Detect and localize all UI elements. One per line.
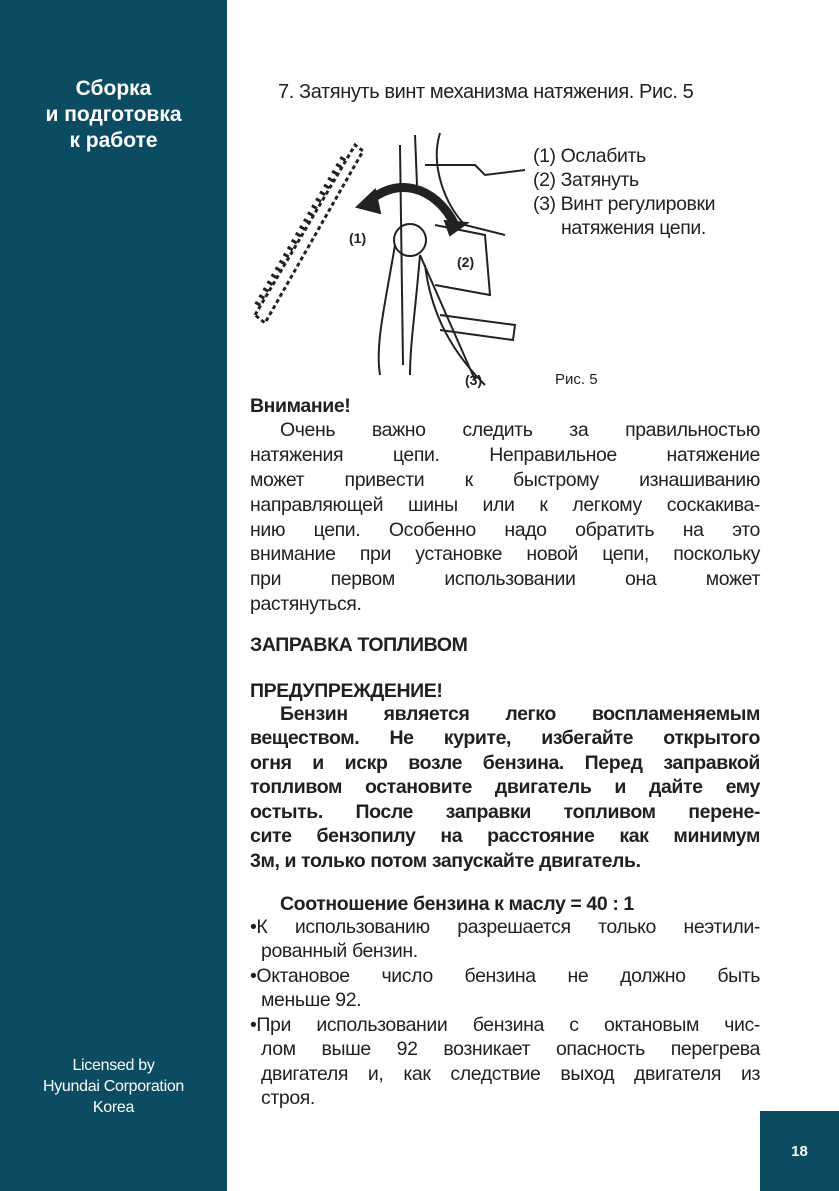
figure-caption: Рис. 5 [555, 371, 598, 388]
license-line: Licensed by [72, 1057, 155, 1074]
bullet-line: •Октановое число бензина не должно быть [250, 965, 760, 987]
warning-line: сите бензопилу на расстояние как минимум [250, 825, 760, 847]
warning-line: остыть. После заправки топливом перене- [250, 801, 760, 823]
fuel-heading: ЗАПРАВКА ТОПЛИВОМ [250, 634, 468, 656]
legend-item: (1) Ослабить [533, 145, 646, 167]
license-line: Hyundai Corporation [42, 1078, 185, 1095]
section-title-line: к работе [69, 129, 158, 152]
attention-heading: Внимание! [250, 395, 351, 417]
warning-line: топливом остановите двигатель и дайте ему [250, 776, 760, 798]
bullet-line: двигателя и, как следствие выход двигателя из [261, 1063, 760, 1085]
page-number: 18 [760, 1111, 839, 1191]
section-title-line: и подготовка [45, 103, 182, 126]
paragraph-line: может привести к быстрому изнашиванию [250, 469, 760, 491]
paragraph-line: при первом использовании она может [250, 568, 760, 590]
fuel-ratio: Соотношение бензина к маслу = 40 : 1 [280, 893, 634, 915]
legend-item: (3) Винт регулировки [533, 193, 716, 215]
paragraph-line: Очень важно следить за правильностью [280, 419, 760, 441]
warning-line: 3м, и только потом запускайте двигатель. [250, 850, 641, 872]
section-title [0, 76, 227, 154]
step-text: 7. Затянуть винт механизма натяжения. Рис. 5 [278, 81, 694, 103]
bullet-line: лом выше 92 возникает опасность перегрева [261, 1038, 760, 1060]
bullet-line: рованный бензин. [261, 940, 418, 962]
bullet-line: строя. [261, 1087, 315, 1109]
warning-line: огня и искр возле бензина. Перед заправкой [250, 752, 760, 774]
legend-item: натяжения цепи. [561, 217, 706, 239]
figure-legend [533, 144, 715, 240]
bullet-line: меньше 92. [261, 989, 362, 1011]
license-line: Korea [92, 1099, 135, 1116]
legend-item: (2) Затянуть [533, 169, 639, 191]
paragraph-line: направляющей шины или к легкому соскакива- [250, 494, 760, 516]
warning-line: Бензин является легко воспламеняемым [280, 703, 760, 725]
sidebar [0, 0, 227, 1191]
chain-tension-illustration [245, 125, 535, 390]
section-title-line: Сборка [75, 77, 152, 100]
warning-line: веществом. Не курите, избегайте открытого [250, 727, 760, 749]
warning-heading: ПРЕДУПРЕЖДЕНИЕ! [250, 680, 443, 702]
paragraph-line: натяжения цепи. Неправильное натяжение [250, 444, 760, 466]
figure-label-3: (3) [465, 372, 483, 388]
paragraph-line: внимание при установке новой цепи, поскольку [250, 543, 760, 565]
figure-label-2: (2) [457, 254, 475, 270]
bullet-line: •При использовании бензина с октановым чис- [250, 1014, 760, 1036]
figure-label-1: (1) [349, 230, 367, 246]
license-note [0, 1055, 227, 1118]
bullet-line: •К использованию разрешается только неэтили- [250, 916, 760, 938]
paragraph-line: растянуться. [250, 593, 362, 615]
paragraph-line: нию цепи. Особенно надо обратить на это [250, 519, 760, 541]
